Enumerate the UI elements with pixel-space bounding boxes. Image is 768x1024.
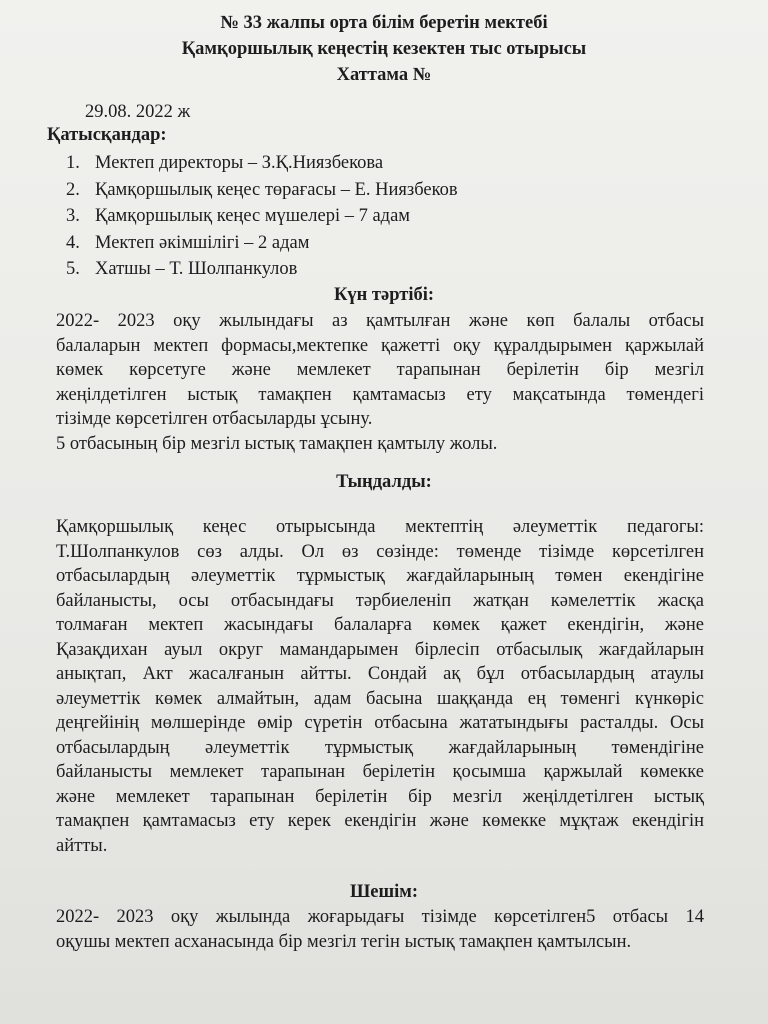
- text-line: Қазақдихан ауыл округ мамандарымен бірлесіп отбасылық жағдайларын: [56, 639, 704, 660]
- text-line: айтты.: [56, 835, 108, 856]
- text-line: Т.Шолпанкулов сөз алды. Ол өз сөзінде: төменде тізімде көрсетілген: [56, 541, 704, 562]
- agenda-paragraph: [56, 309, 704, 456]
- text-line: тізімде көрсетілген отбасыларды ұсыну.: [56, 409, 373, 429]
- document-header: [0, 10, 768, 88]
- text-line: 2022- 2023 оқу жылындағы аз қамтылған және көп балалы отбасы: [56, 311, 704, 331]
- text-line: байланысты мемлекет тарапынан берілетін қосымша қаржылай көмекке: [56, 762, 704, 782]
- text-line: жеңілдетілген ыстық тамақпен қамтамасыз ету мақсатында төмендегі: [56, 384, 704, 405]
- heard-heading: Тыңдалды:: [336, 472, 432, 492]
- list-number: 5.: [66, 259, 80, 280]
- text-line: байланысты, осы отбасындағы тәрбиеленіп жатқан кәмелеттік жасқа: [56, 590, 704, 611]
- text-line: тамақпен қамтамасыз ету керек екендігін және көмекке мұқтаж екендігін: [56, 811, 704, 831]
- participant-text: Мектеп директоры – З.Қ.Ниязбекова: [95, 153, 384, 173]
- list-item: [66, 177, 458, 204]
- text-line: 2022- 2023 оқу жылында жоғарыдағы тізімде көрсетілген5 отбасы 14: [56, 907, 704, 927]
- list-item: [66, 230, 458, 257]
- list-number: 2.: [66, 179, 80, 200]
- list-item: [66, 256, 458, 283]
- text-line: толмаған мектеп жасындағы балаларға көмек қажет екендігін, және: [56, 615, 704, 635]
- participants-list: [66, 150, 458, 283]
- list-item: [66, 203, 458, 230]
- decision-paragraph: [56, 905, 704, 954]
- text-line: көмек көрсетуге және мемлекет тарапынан берілетін бір мезгіл: [56, 360, 704, 380]
- decision-heading: Шешім:: [349, 882, 419, 902]
- text-line: балаларын мектеп формасы,мектепке қажетті оқу құралдырымен қаржылай: [56, 335, 704, 356]
- text-line: және мемлекет тарапынан берілетін бір мезгіл жеңілдетілген ыстық: [56, 786, 704, 807]
- text-line: оқушы мектеп асханасында бір мезгіл тегін ыстық тамақпен қамтылсын.: [56, 931, 632, 952]
- school-title: № 33 жалпы орта білім беретін мектебі: [220, 13, 548, 33]
- agenda-heading: Күн тәртібі:: [333, 285, 435, 305]
- text-line: отбасылардың әлеуметтік тұрмыстық жағдайларының төмен екендігіне: [56, 566, 704, 586]
- list-number: 4.: [66, 232, 80, 253]
- participants-heading: Қатысқандар:: [47, 125, 167, 145]
- participant-text: Қамқоршылық кеңес төрағасы – Е. Ниязбеков: [95, 179, 458, 200]
- list-item: [66, 150, 458, 177]
- participant-text: Хатшы – Т. Шолпанкулов: [95, 259, 298, 280]
- list-number: 1.: [66, 153, 80, 173]
- meeting-date: 29.08. 2022 ж: [85, 102, 191, 122]
- meeting-title: Қамқоршылық кеңестің кезектен тыс отырысы: [181, 39, 587, 59]
- text-line: отбасылардың әлеуметтік тұрмыстық жағдайларының төмендігіне: [56, 737, 704, 758]
- list-number: 3.: [66, 206, 80, 227]
- text-line: әлеуметтік көмек алмайтын, адам басына шаққанда ең төменгі күнкөріс: [56, 688, 704, 709]
- participant-text: Қамқоршылық кеңес мүшелері – 7 адам: [95, 206, 411, 227]
- participant-text: Мектеп әкімшілігі – 2 адам: [95, 232, 310, 253]
- text-line: Қамқоршылық кеңес отырысында мектептің әлеуметтік педагогы:: [56, 517, 704, 537]
- heard-paragraph: [56, 515, 704, 858]
- protocol-title: Хаттама №: [336, 65, 432, 85]
- text-line: деңгейінің мөлшерінде өмір сүретін отбасына жататындығы расталды. Осы: [56, 713, 704, 733]
- text-line: анықтап, Акт жасалғанын айтты. Сондай ақ бұл отбасылардың атаулы: [56, 664, 704, 684]
- text-line: 5 отбасының бір мезгіл ыстық тамақпен қамтылу жолы.: [56, 433, 498, 454]
